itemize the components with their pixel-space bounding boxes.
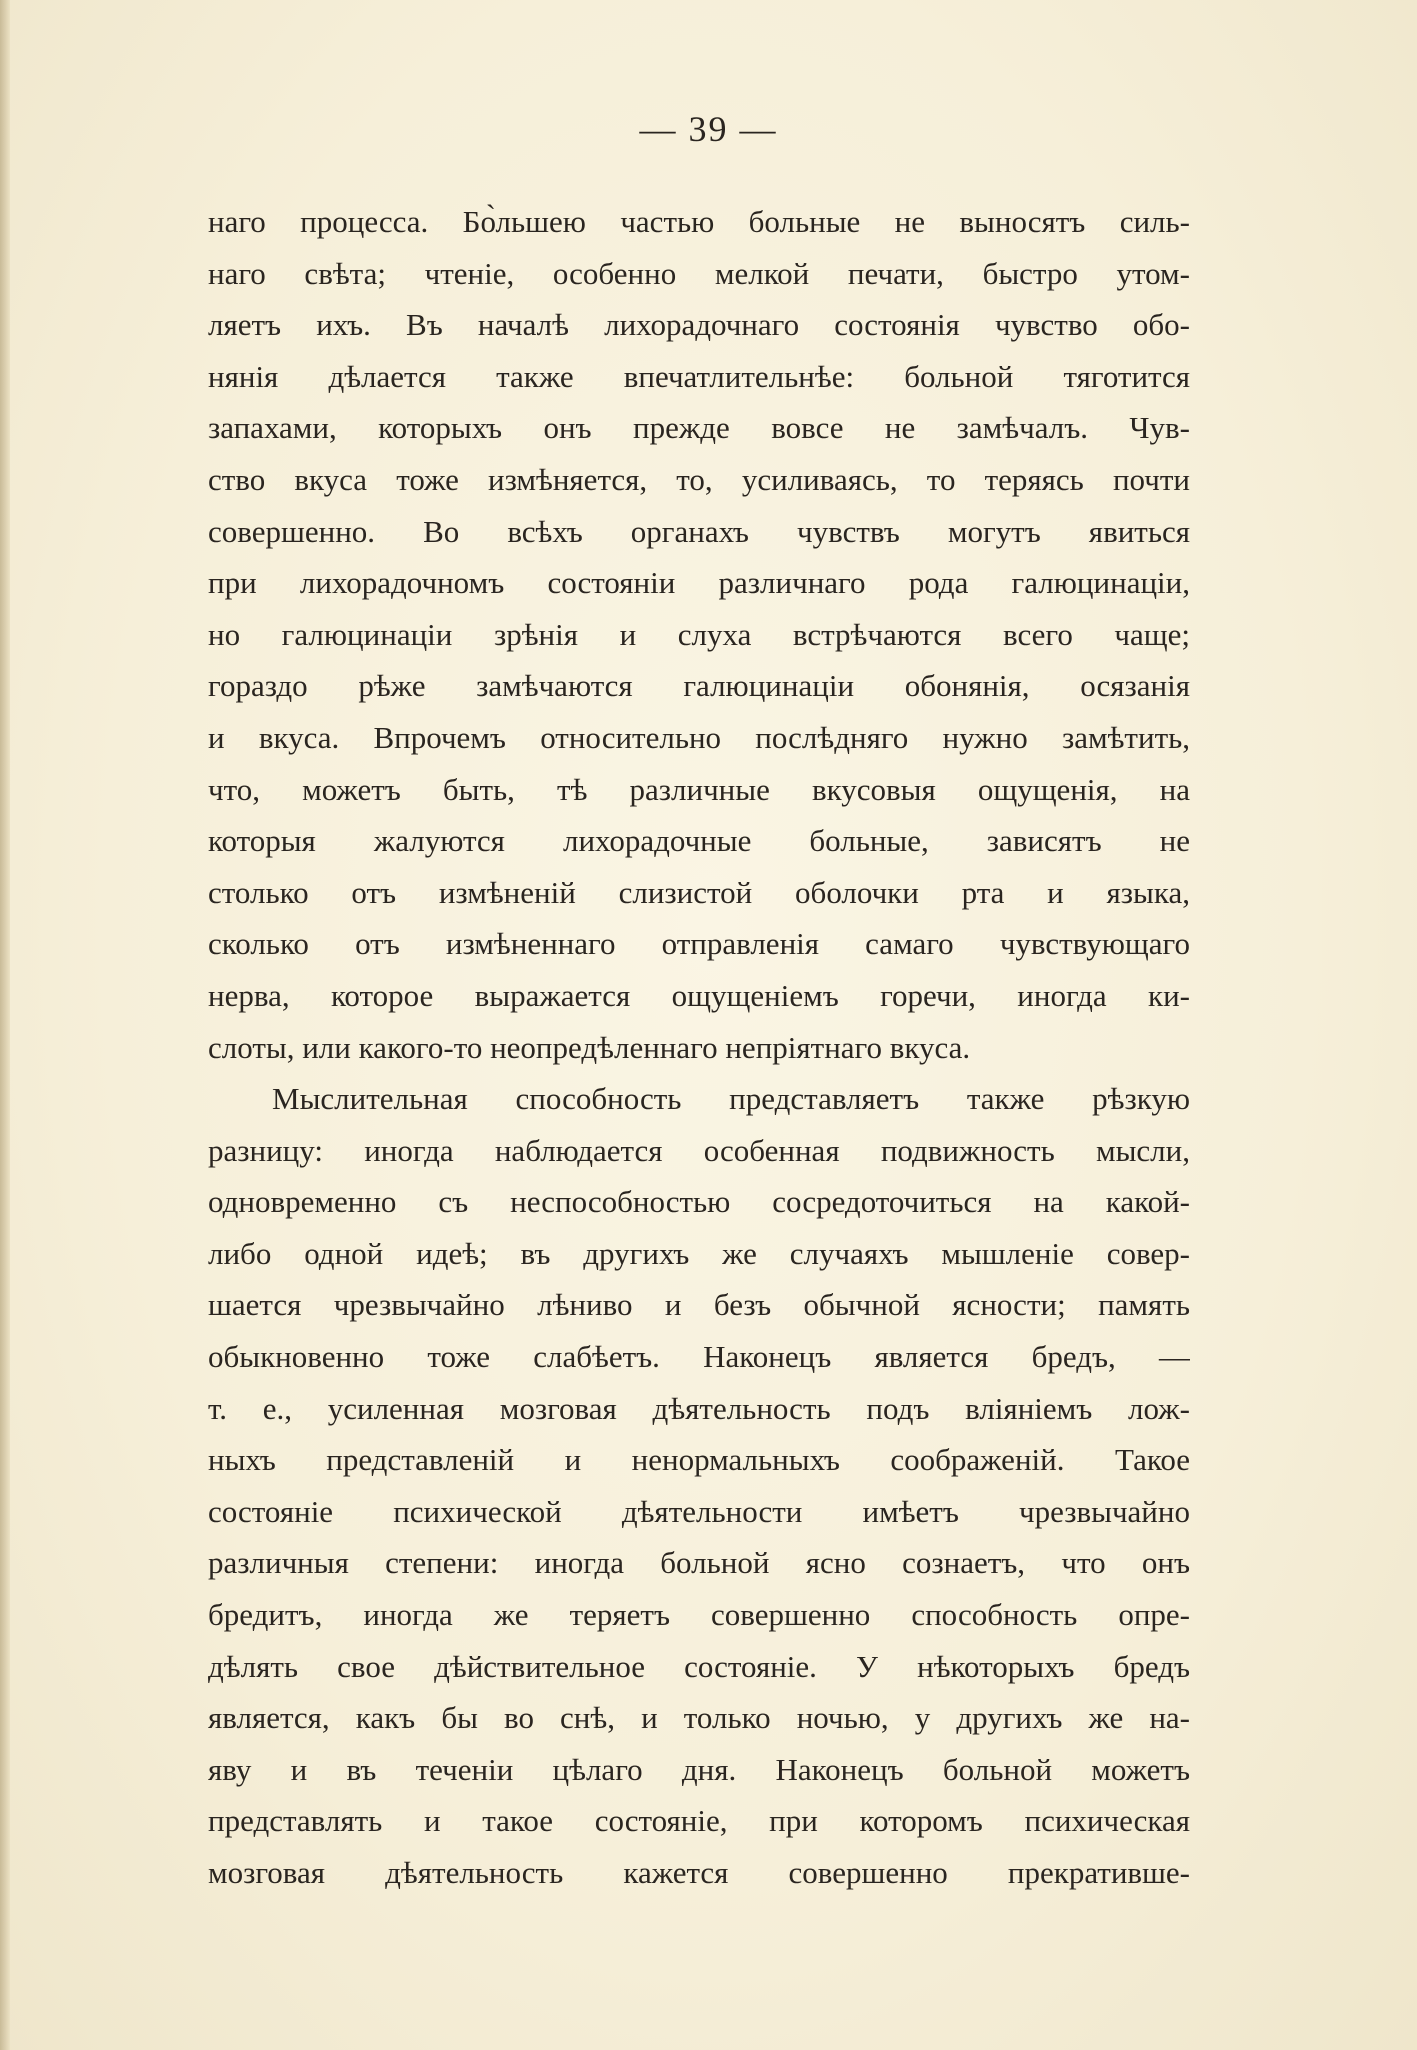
text-line: ляетъ ихъ. Въ началѣ лихорадочнаго состоянія чувство обо-	[208, 307, 1190, 343]
text-line: разницу: иногда наблюдается особенная подвижность мысли,	[208, 1132, 1190, 1168]
text-line: столько отъ измѣненій слизистой оболочки рта и языка,	[208, 874, 1190, 910]
text-line: состояніе психической дѣятельности имѣетъ чрезвычайно	[208, 1493, 1190, 1529]
text-line: т. е., усиленная мозговая дѣятельность подъ вліяніемъ лож-	[208, 1390, 1190, 1426]
page-number: — 39 —	[639, 109, 778, 149]
text-line: которыя жалуются лихорадочные больные, зависятъ не	[208, 823, 1190, 859]
text-line: ство вкуса тоже измѣняется, то, усиливаясь, то теряясь почти	[208, 461, 1190, 497]
text-line: совершенно. Во всѣхъ органахъ чувствъ могутъ явиться	[208, 513, 1190, 549]
text-line: яву и въ теченіи цѣлаго дня. Наконецъ больной можетъ	[208, 1751, 1190, 1787]
text-line: нерва, которое выражается ощущеніемъ горечи, иногда ки-	[208, 977, 1190, 1013]
text-line: ныхъ представленій и ненормальныхъ соображеній. Такое	[208, 1442, 1190, 1478]
text-line: гораздо рѣже замѣчаются галюцинаціи обонянія, осязанія	[208, 668, 1190, 704]
body-text	[208, 196, 1190, 1899]
text-line: дѣлять свое дѣйствительное состояніе. У нѣкоторыхъ бредъ	[208, 1648, 1190, 1684]
text-line: слоты, или какого-то неопредѣленнаго непріятнаго вкуса.	[208, 1029, 971, 1065]
text-line: но галюцинаціи зрѣнія и слуха встрѣчаются всего чаще;	[208, 616, 1190, 652]
text-line: шается чрезвычайно лѣниво и безъ обычной ясности; память	[208, 1287, 1190, 1323]
text-line: наго свѣта; чтеніе, особенно мелкой печати, быстро утом-	[208, 255, 1190, 291]
text-line: при лихорадочномъ состояніи различнаго рода галюцинаціи,	[208, 565, 1190, 601]
text-line: запахами, которыхъ онъ прежде вовсе не замѣчалъ. Чув-	[208, 410, 1190, 446]
text-line: одновременно съ неспособностью сосредоточиться на какой-	[208, 1184, 1190, 1220]
text-line: бредитъ, иногда же теряетъ совершенно способность опре-	[208, 1597, 1190, 1633]
text-line: нянія дѣлается также впечатлительнѣе: больной тяготится	[208, 358, 1190, 394]
page-edge	[0, 0, 10, 2050]
text-line: и вкуса. Впрочемъ относительно послѣдняго нужно замѣтить,	[208, 719, 1190, 755]
text-line: мозговая дѣятельность кажется совершенно прекратившe-	[208, 1855, 1190, 1890]
text-line: сколько отъ измѣненнаго отправленія самаго чувствующаго	[208, 926, 1190, 962]
text-line: что, можетъ быть, тѣ различные вкусовыя ощущенія, на	[208, 771, 1190, 807]
text-line: обыкновенно тоже слабѣетъ. Наконецъ является бредъ, —	[208, 1339, 1190, 1375]
text-line: наго процесса. Бо̀льшею частью больные не выносятъ силь-	[208, 204, 1190, 239]
text-line: различныя степени: иногда больной ясно сознаетъ, что онъ	[208, 1545, 1190, 1581]
text-line: является, какъ бы во снѣ, и только ночью, у другихъ же на-	[208, 1700, 1190, 1736]
text-line: представлять и такое состояніе, при которомъ психическая	[208, 1803, 1190, 1839]
text-line: Мыслительная способность представляетъ также рѣзкую	[272, 1081, 1190, 1117]
text-line: либо одной идеѣ; въ другихъ же случаяхъ мышленіе совер-	[208, 1235, 1190, 1271]
